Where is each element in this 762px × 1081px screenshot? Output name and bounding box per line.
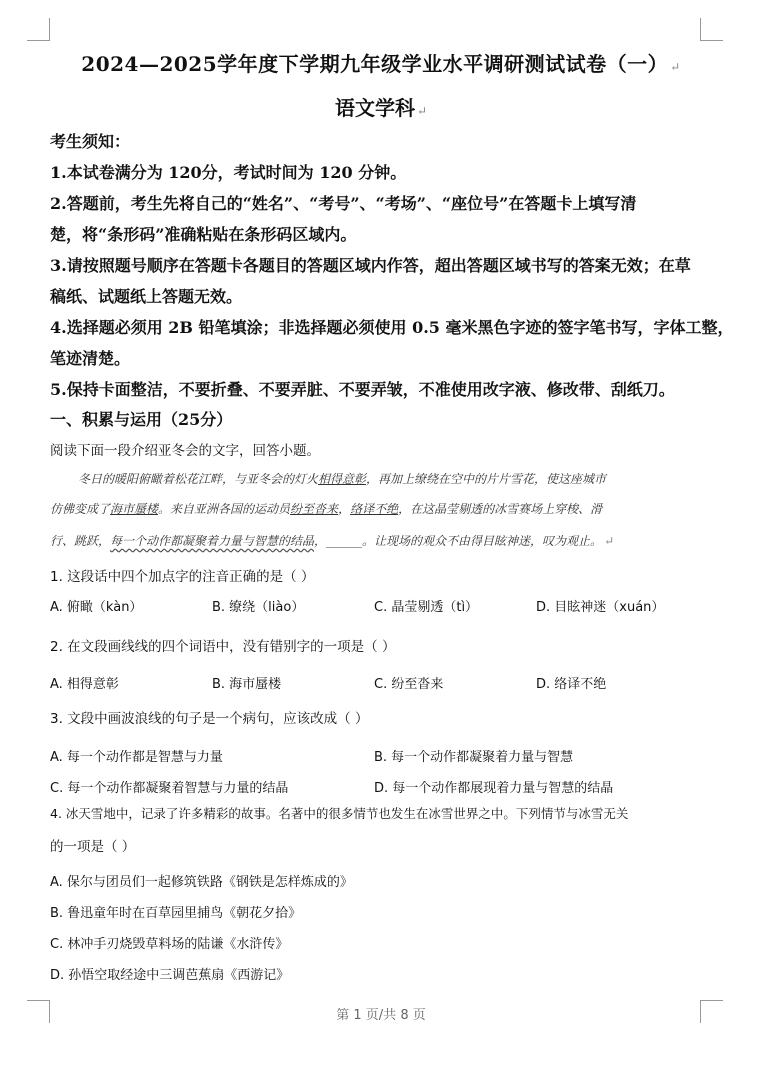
question-2-option-d: D. 络译不绝 — [536, 677, 607, 692]
underlined-word-1: 相得意彰 — [318, 472, 367, 486]
question-1-option-d: D. 目眩神迷（xuán） — [536, 600, 665, 615]
notice-item-3-line-1: 3.请按照题号顺序在答题卡各题目的答题区域内作答，超出答题区域书写的答案无效；在草 — [50, 256, 691, 275]
passage-text: 行、跳跃， — [50, 534, 111, 548]
section-1-intro: 阅读下面一段介绍亚冬会的文字，回答小题。 — [50, 443, 320, 459]
passage-text: ，在这晶莹剔透的冰雪赛场上穿梭、滑 — [398, 502, 603, 516]
question-4-stem-line-1: 4. 冰天雪地中，记录了许多精彩的故事。名著中的很多情节也发生在冰雪世界之中。下列情节与冰雪无关 — [50, 806, 629, 821]
passage-line-2 — [50, 500, 602, 518]
question-1-stem: 1. 这段话中四个加点字的注音正确的是（ ） — [50, 569, 315, 585]
question-4-option-c: C. 林冲手刃烧毁草料场的陆谦《水浒传》 — [50, 937, 289, 952]
reading-passage — [50, 470, 698, 550]
notice-item-2-line-1: 2.答题前，考生先将自己的“姓名”、“考号”、“考场”、“座位号”在答题卡上填写清 — [50, 194, 637, 213]
passage-text: 冬日的暖阳俯瞰着松花江畔，与亚冬会的灯火 — [78, 472, 319, 486]
question-2-stem: 2. 在文段画线线的四个词语中，没有错别字的一项是（ ） — [50, 639, 396, 655]
question-4-stem-line-2: 的一项是（ ） — [50, 839, 136, 855]
underlined-word-3: 纷至沓来 — [290, 502, 339, 516]
passage-line-3: 行、跳跃，每一个动作都凝聚着力量与智慧的结晶，______。让现场的观众不由得目眩神迷，叹为观止。 ↵ — [50, 534, 615, 548]
exam-subject: 语文学科 ↵ — [334, 96, 428, 120]
notice-item-4-line-1: 4.选择题必须用 2B 铅笔填涂；非选择题必须使用 0.5 毫米黑色字迹的签字笔书写，字体工整， — [50, 318, 734, 337]
notice-heading: 考生须知： — [50, 132, 131, 151]
question-4-option-b: B. 鲁迅童年时在百草园里捕鸟《朝花夕拾》 — [50, 906, 302, 921]
question-2-option-c: C. 纷至沓来 — [374, 677, 444, 692]
underlined-word-2: 海市蜃楼 — [110, 502, 159, 516]
passage-text: ， — [338, 502, 351, 516]
question-1-option-b: B. 缭绕（liào） — [212, 600, 305, 615]
question-2-option-a: A. 相得意彰 — [50, 677, 119, 692]
underlined-word-4: 络译不绝 — [350, 502, 399, 516]
passage-text: ，再加上缭绕在空中的片片雪花，使这座城市 — [366, 472, 607, 486]
passage-line-1 — [78, 470, 606, 488]
question-3-option-c: C. 每一个动作都凝聚着智慧与力量的结晶 — [50, 781, 289, 796]
section-1-heading: 一、积累与运用（25分） — [50, 410, 233, 429]
crop-mark-top-right — [700, 18, 723, 41]
passage-text: 。让现场的观众不由得目眩神迷，叹为观止。 — [362, 534, 603, 548]
question-4-option-d: D. 孙悟空取经途中三调芭蕉扇《西游记》 — [50, 968, 290, 983]
wavy-underlined-sentence: 每一个动作都凝聚着力量与智慧的结晶 — [110, 534, 315, 548]
notice-item-4-line-2: 笔迹清楚。 — [50, 349, 131, 368]
question-3-option-a: A. 每一个动作都是智慧与力量 — [50, 750, 223, 765]
crop-mark-top-left — [27, 18, 50, 41]
question-3-option-b: B. 每一个动作都凝聚着力量与智慧 — [374, 750, 574, 765]
exam-title: 2024—2025学年度下学期九年级学业水平调研测试试卷（一） ↵ — [81, 52, 681, 76]
notice-item-1: 1.本试卷满分为 120分，考试时间为 120 分钟。 — [50, 163, 407, 182]
notice-item-2-line-2: 楚，将“条形码”准确粘贴在条形码区域内。 — [50, 225, 357, 244]
passage-text: 。来自亚洲各国的运动员 — [158, 502, 291, 516]
notice-item-5: 5.保持卡面整洁，不要折叠、不要弄脏、不要弄皱，不准使用改字液、修改带、刮纸刀。 — [50, 380, 675, 399]
fill-in-blank: ______ — [326, 534, 363, 548]
question-1-option-a: A. 俯瞰（kàn） — [50, 600, 143, 615]
question-3-option-d: D. 每一个动作都展现着力量与智慧的结晶 — [374, 781, 614, 796]
notice-item-3-line-2: 稿纸、试题纸上答题无效。 — [50, 287, 243, 306]
page-number: 第 1 页/共 8 页 — [336, 1008, 426, 1023]
question-4-option-a: A. 保尔与团员们一起修筑铁路《钢铁是怎样炼成的》 — [50, 875, 353, 890]
question-3-stem: 3. 文段中画波浪线的句子是一个病句，应该改成（ ） — [50, 711, 369, 727]
passage-text: 仿佛变成了 — [50, 502, 111, 516]
question-1-option-c: C. 晶莹剔透（tì） — [374, 600, 479, 615]
question-2-option-b: B. 海市蜃楼 — [212, 677, 282, 692]
passage-text: ， — [314, 534, 327, 548]
